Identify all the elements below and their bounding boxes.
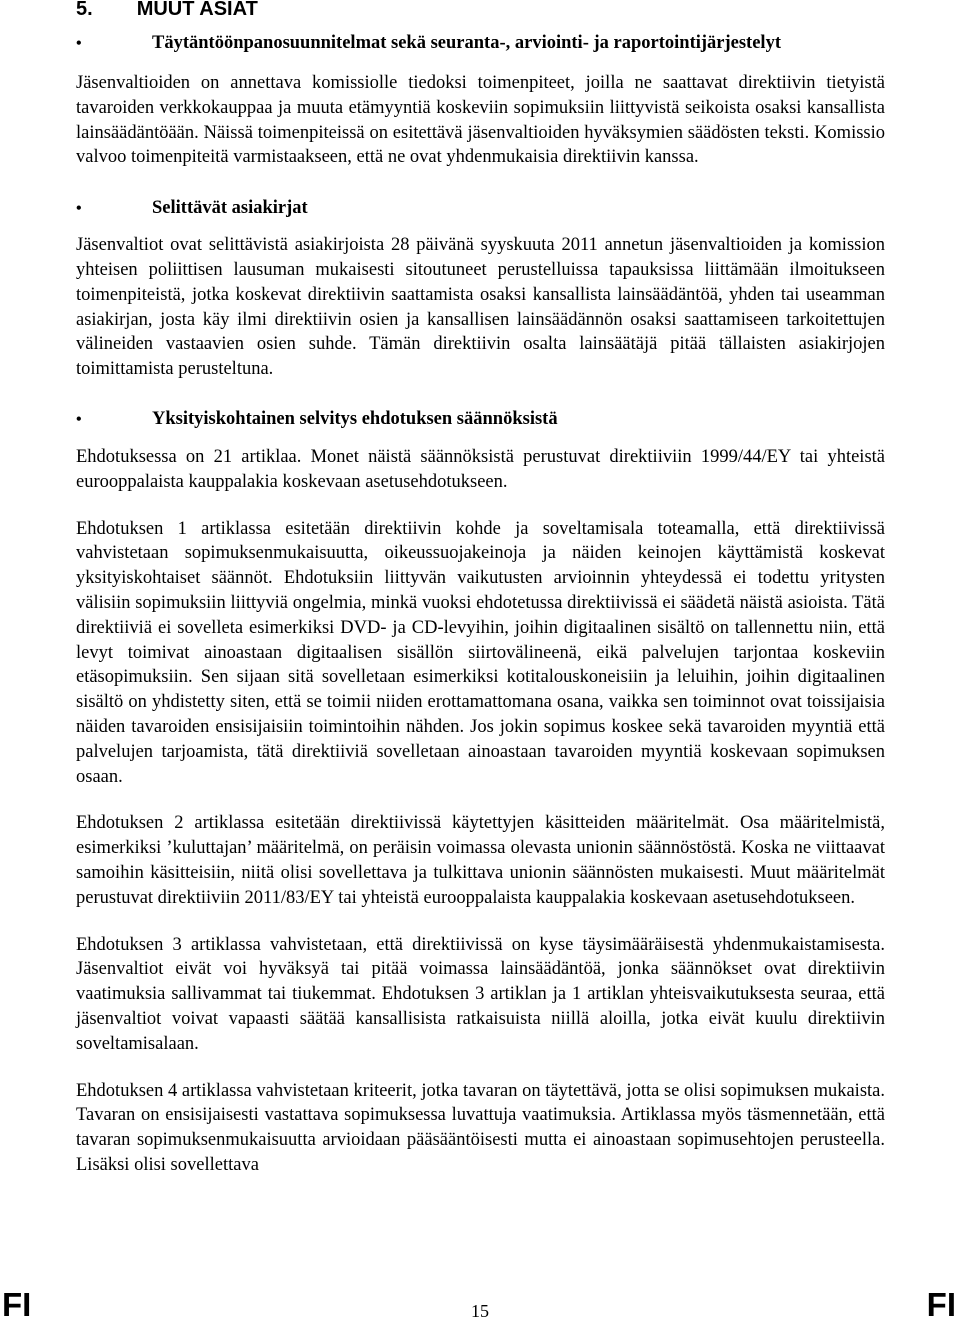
bullet-icon: • bbox=[76, 410, 82, 428]
document-page bbox=[76, 0, 885, 1178]
bullet-icon: • bbox=[76, 35, 82, 52]
bullet-section bbox=[76, 407, 885, 1178]
section-heading bbox=[76, 0, 885, 20]
bullet-section bbox=[76, 196, 885, 382]
paragraph: Jäsenvaltiot ovat selittävistä asiakirjoista 28 päivänä syyskuuta 2011 annetun jäsenvaltioiden ja komission yhteisen poliittisen lausuman mukaisesti sitoutuneet perustelluissa tapauksissa liittämään ilmoitukseen toimenpiteistä, jotka koskevat direktiivin saattamista osaksi kansallista lainsäädäntöä, yhden tai useamman asiakirjan, josta käy ilmi direktiivin osien ja kansallisen lainsäädännön osaksi saattamiseen tarkoitettujen välineiden vastaavien osien suhde. Tämän direktiivin osalta lainsäätäjä pitää tällaisten asiakirjojen toimittamista perusteltuna. bbox=[76, 235, 885, 380]
bullet-heading bbox=[76, 31, 885, 56]
bullet-section bbox=[76, 31, 885, 170]
bullet-heading-text: Yksityiskohtainen selvitys ehdotuksen säännöksistä bbox=[152, 408, 558, 429]
bullet-heading-text: Täytäntöönpanosuunnitelmat sekä seuranta-, arviointi- ja raportointijärjestelyt bbox=[152, 33, 781, 53]
paragraph: Ehdotuksessa on 21 artiklaa. Monet näistä säännöksistä perustuvat direktiiviin 1999/44/EY tai yhteistä eurooppalaista kauppalakia koskevaan asetusehdotukseen. bbox=[76, 446, 885, 492]
bullet-icon: • bbox=[76, 200, 82, 218]
paragraph: Ehdotuksen 4 artiklassa vahvistetaan kriteerit, jotka tavaran on täytettävä, jotta se olisi sopimuksen mukaista. Tavaran on ensisijaisesti vastattava sopimuksessa luvattuja vaatimuksia. Artiklassa myös täsmennetään, että tavaran sopimuksenmukaisuutta arvioidaan pääsääntöisesti mutta ei ainoastaan sopimusehtojen perusteella. Lisäksi olisi sovellettava bbox=[76, 1080, 885, 1175]
paragraph: Jäsenvaltioiden on annettava komissiolle tiedoksi toimenpiteet, joilla ne saattavat direktiivin tietyistä tavaroiden verkkokauppaa ja muuta etämyyntiä koskeviin sopimuksiin liittyvistä seikoista osaksi kansallista lainsäädäntöään. Näissä toimenpiteissä on esitettävä jäsenvaltioiden hyväksymien säädösten teksti. Komissio valvoo toimenpiteitä varmistaakseen, että ne ovat yhdenmukaisia direktiivin kanssa. bbox=[76, 73, 885, 168]
bullet-heading bbox=[76, 196, 885, 221]
paragraph: Ehdotuksen 1 artiklassa esitetään direktiivin kohde ja soveltamisala toteamalla, että direktiivissä vahvistetaan sopimuksenmukaisuutta, oikeussuojakeinoja ja näiden keinojen käyttämistä koskevat yksityiskohtaiset säännöt. Ehdotuksiin liittyvän vaikutusten arvioinnin yhteydessä ei todettu yritysten välisiin sopimuksiin liittyviä ongelmia, minkä vuoksi ehdotetussa direktiivissä ei säädetä näistä asioista. Tätä direktiiviä ei sovelleta esimerkiksi DVD- ja CD-levyihin, joihin digitaalinen sisältö on tallennettu niin, että levyt toimivat ainoastaan digitaalisen sisällön siirtovälineenä, eikä palvelujen tarjontaa koskeviin etäsopimuksiin. Sen sijaan sitä sovelletaan esimerkiksi kotitalouskoneisiin ja leluihin, joihin digitaalinen sisältö on yhdistetty siten, että se toimii niiden erottamattomana osana, vaikka sen toiminnot ovat toissijaisia näiden tavaroiden ensisijaisiin toimintoihin nähden. Jos jokin sopimus koskee sekä tavaroiden myyntiä että palvelujen tarjoamista, tätä direktiiviä sovelletaan ainoastaan tavaroiden myyntiä koskevaan sopimuksen osaan. bbox=[76, 518, 885, 787]
bullet-heading-text: Selittävät asiakirjat bbox=[152, 198, 308, 219]
section-title: MUUT ASIAT bbox=[136, 0, 258, 20]
page-number: 15 bbox=[471, 1301, 489, 1321]
language-code-left: FI bbox=[2, 1286, 32, 1323]
page-footer bbox=[0, 1285, 960, 1327]
paragraph: Ehdotuksen 2 artiklassa esitetään direktiivissä käytettyjen käsitteiden määritelmät. Osa määritelmistä, esimerkiksi ’kuluttajan’ määritelmä, on peräisin voimassa olevasta unionin säännöstöstä. Koska ne viittaavat samoihin käsitteisiin, niitä olisi sovellettava ja tulkittava unionin säännösten mukaisesti. Muut määritelmät perustuvat direktiiviin 2011/83/EY tai yhteistä eurooppalaista kauppalakia koskevaan asetusehdotukseen. bbox=[76, 813, 885, 908]
language-code-right: FI bbox=[926, 1286, 956, 1323]
paragraph: Ehdotuksen 3 artiklassa vahvistetaan, että direktiivissä on kyse täysimääräisestä yhdenmukaistamisesta. Jäsenvaltiot eivät voi hyväksyä tai pitää voimassa lainsäädäntöä, jonka säännökset ovat direktiivin vaatimuksia sallivammat tai tiukemmat. Ehdotuksen 3 artiklan ja 1 artiklan yhteisvaikutuksesta seuraa, että jäsenvaltiot voivat vapaasti säätää kansallisista ratkaisuista niillä aloilla, jotka eivät kuulu direktiivin soveltamisalaan. bbox=[76, 934, 885, 1054]
section-number: 5. bbox=[76, 0, 93, 20]
bullet-heading bbox=[76, 407, 885, 432]
